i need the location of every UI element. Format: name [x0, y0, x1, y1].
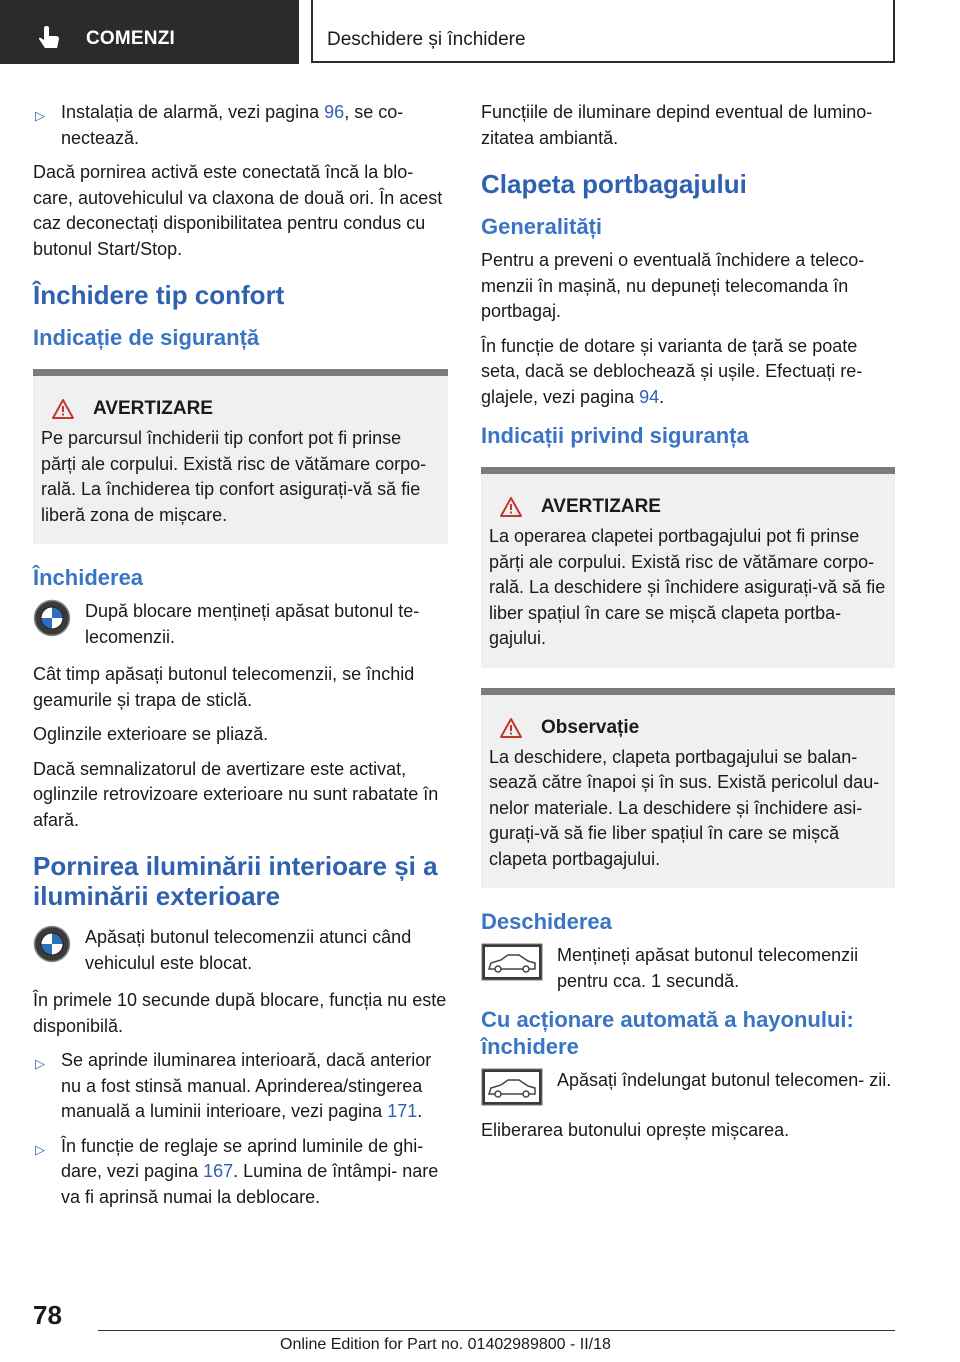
- heading-inchidere-confort: Închidere tip confort: [33, 280, 285, 310]
- subheading-indicatii-siguranta: Indicații privind siguranța: [481, 423, 749, 448]
- bmw-key-icon: [33, 599, 71, 637]
- paragraph: Eliberarea butonului oprește mișcarea.: [481, 1120, 790, 1140]
- hand-pointer-icon: [36, 24, 66, 54]
- instruction-text: Apăsați îndelungat butonul telecomen‐ zii.: [557, 1070, 892, 1090]
- list-item: [33, 100, 448, 151]
- warning-text: La operarea clapetei portbagajului pot fi prinse părți ale corpului. Există risc de vătămare corpo‐ rală. La deschidere și închidere asigurați-vă să fie liber spațiul în care se mișcă clapeta portba‐ gajului.: [489, 526, 886, 648]
- remote-instruction: [481, 1068, 895, 1106]
- section-title: Deschidere și închidere: [327, 29, 526, 50]
- warning-text: Pe parcursul închiderii tip confort pot fi prinse părți ale corpului. Există risc de vătămare corpo‐ rală. La închiderea tip confort asigurați-vă să fie liberă zona de mișcare.: [41, 428, 427, 525]
- paragraph-text: .: [659, 386, 665, 407]
- paragraph: [481, 334, 895, 411]
- remote-instruction: [481, 943, 895, 994]
- warning-title: [41, 398, 440, 420]
- paragraph: În primele 10 secunde după blocare, funcția nu este disponibilă.: [33, 990, 447, 1036]
- bmw-key-icon: [33, 925, 71, 963]
- subheading-indicatie-siguranta: Indicație de siguranță: [33, 325, 260, 350]
- left-column: [33, 100, 448, 1219]
- paragraph: Oglinzile exterioare se pliază.: [33, 724, 269, 744]
- remote-instruction: [33, 599, 448, 650]
- note-text: La deschidere, clapeta portbagajului se balan‐ sează către înapoi și în sus. Există pericolul dau‐ nelor materiale. La deschidere și închidere asi‐ gurați-vă să fie liber spațiul în care se mișcă clapeta portbagajului.: [489, 746, 880, 869]
- page-link-94[interactable]: 94: [639, 386, 660, 407]
- page-header: [0, 0, 960, 66]
- warning-box: [33, 369, 448, 544]
- warning-label: AVERTIZARE: [93, 398, 213, 419]
- edition-info: Online Edition for Part no. 01402989800 - II/18: [280, 1336, 611, 1353]
- caution-triangle-icon: [499, 717, 523, 739]
- instruction-text: Apăsați butonul telecomenzii atunci când vehiculul este blocat.: [85, 927, 412, 973]
- heading-clapeta-portbagaj: Clapeta portbagajului: [481, 169, 747, 199]
- warning-label: AVERTIZARE: [541, 496, 661, 517]
- right-column: [481, 100, 895, 1153]
- remote-instruction: [33, 925, 448, 976]
- page-link-171[interactable]: 171: [387, 1101, 418, 1121]
- bullet-text: Se aprinde iluminarea interioară, dacă anterior nu a fost stinsă manual. Aprinderea/stingerea manuală a luminii interioare, vezi pagina: [61, 1050, 432, 1121]
- section-tab: [311, 0, 895, 63]
- subheading-actionare-automata: Cu acționare automată a hayonului: închidere: [481, 1007, 854, 1059]
- chapter-tab-comenzi[interactable]: [0, 0, 299, 64]
- paragraph: Cât timp apăsați butonul telecomenzii, se închid geamurile și trapa de sticlă.: [33, 664, 415, 710]
- paragraph: Dacă pornirea activă este conectată încă la blo‐ care, autovehiculul va claxona de două ori. În acest caz deconectați disponibilitatea pentru condus cu butonul Start/Stop.: [33, 162, 443, 259]
- list-item: [33, 1134, 448, 1211]
- bullet-text: În funcție de reglaje se aprind luminile de ghi‐ dare, vezi pagina: [61, 1135, 424, 1181]
- page-number: 78: [33, 1300, 62, 1330]
- bullet-text: .: [417, 1101, 423, 1121]
- heading-pornire-iluminare: Pornirea iluminării interioare și a iluminării exterioare: [33, 851, 438, 911]
- note-label: Observație: [541, 716, 640, 738]
- note-box: [481, 688, 895, 889]
- bullet-text: Instalația de alarmă, vezi pagina: [61, 102, 325, 122]
- page-link-96[interactable]: 96: [324, 102, 345, 122]
- bullet-text: . Lumina de întâmpi‐ nare va fi aprinsă numai la deblocare.: [61, 1161, 439, 1207]
- instruction-text: După blocare mențineți apăsat butonul te‐ lecomenzii.: [85, 601, 420, 647]
- warning-box: [481, 467, 895, 668]
- bullet-triangle-icon: ▷: [35, 1056, 45, 1071]
- subheading-inchiderea: Închiderea: [33, 565, 144, 590]
- footer-divider: [98, 1330, 895, 1331]
- bullet-triangle-icon: ▷: [35, 108, 45, 123]
- page-link-167[interactable]: 167: [203, 1161, 234, 1181]
- car-trunk-icon: [481, 943, 543, 981]
- subheading-generalitati: Generalități: [481, 214, 603, 239]
- car-trunk-icon: [481, 1068, 543, 1106]
- paragraph-text: În funcție de dotare și varianta de țară se poate seta, dacă se deblochează și ușile. Efectuați re‐ glajele, vezi pagina: [481, 335, 863, 407]
- chapter-tab-label: COMENZI: [86, 28, 176, 49]
- instruction-text: Mențineți apăsat butonul telecomenzii pentru cca. 1 secundă.: [557, 945, 859, 991]
- paragraph: Pentru a preveni o eventuală închidere a teleco‐ menzii în mașină, nu depuneți telecomanda în portbagaj.: [481, 250, 865, 321]
- bullet-triangle-icon: ▷: [35, 1141, 45, 1157]
- paragraph: Funcțiile de iluminare depind eventual de lumino‐ zitatea ambiantă.: [481, 102, 873, 148]
- paragraph: Dacă semnalizatorul de avertizare este activat, oglinzile retrovizoare exterioare nu sunt rabatate în afară.: [33, 758, 439, 830]
- warning-triangle-icon: [51, 398, 75, 420]
- warning-triangle-icon: [499, 496, 523, 518]
- warning-title: [489, 496, 887, 518]
- list-item: [33, 1048, 448, 1125]
- subheading-deschiderea: Deschiderea: [481, 909, 612, 934]
- note-title: [489, 717, 887, 739]
- bullet-text: , se co‐ nectează.: [61, 102, 404, 148]
